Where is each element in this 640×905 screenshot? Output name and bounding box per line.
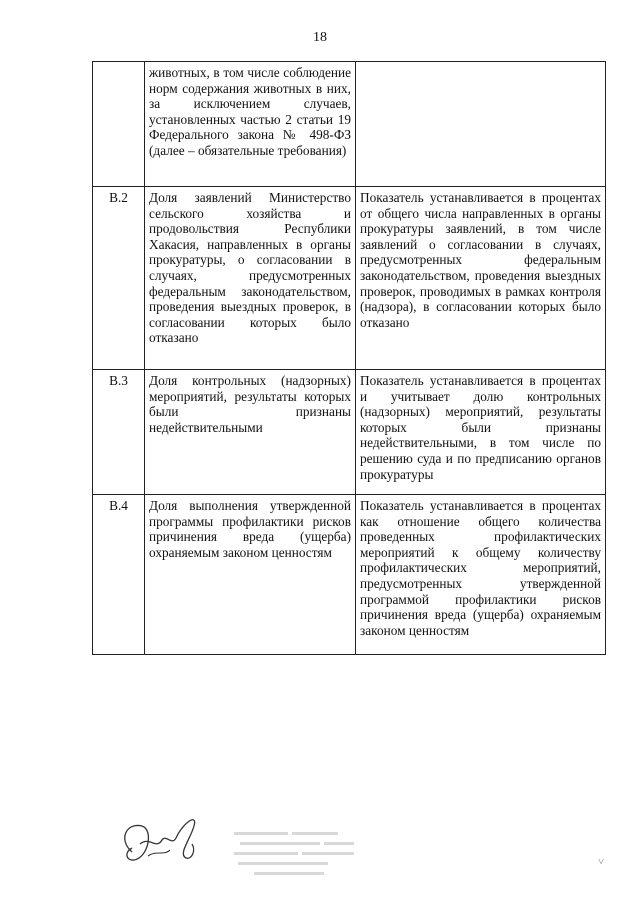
table-row	[93, 187, 606, 370]
row-description: Показатель устанавливается в процентах и учитывает долю контрольных (надзорных) мероприятий, результаты которых были признаны недействительными, в том числе по решению суда и по предписанию органов прокуратуры	[356, 370, 606, 495]
row-code: В.3	[93, 370, 145, 495]
row-description	[356, 62, 606, 187]
corner-mark-icon: ˅	[598, 856, 605, 868]
table-row	[93, 62, 606, 187]
table-row	[93, 370, 606, 495]
row-name: Доля контрольных (надзорных) мероприятий, результаты которых были признаны недействительными	[145, 370, 356, 495]
row-code: В.2	[93, 187, 145, 370]
indicators-table	[92, 61, 606, 655]
stamp-icon	[234, 826, 362, 880]
table-row	[93, 495, 606, 655]
row-description: Показатель устанавливается в процентах от общего числа направленных в органы прокуратуры заявлений, в том числе заявлений о согласовании в случаях, предусмотренных федеральным законодательством, проведения выездных проверок, проводимых в рамках контроля (надзора), в согласовании которых было отказано	[356, 187, 606, 370]
row-name: животных, в том числе соблюдение норм содержания животных в них, за исключением случаев, установленных частью 2 статьи 19 Федерального закона № 498-ФЗ (далее – обязательные требования)	[145, 62, 356, 187]
row-code	[93, 62, 145, 187]
row-name: Доля выполнения утвержденной программы профилактики рисков причинения вреда (ущерба) охраняемым законом ценностям	[145, 495, 356, 655]
row-name: Доля заявлений Министерство сельского хозяйства и продовольствия Республики Хакасия, направленных в органы прокуратуры, о согласовании в случаях, предусмотренных федеральным законодательством, проведения выездных проверок, в согласовании которых было отказано	[145, 187, 356, 370]
row-description: Показатель устанавливается в процентах как отношение общего количества проведенных профилактических мероприятий к общему количеству профилактических мероприятий, предусмотренных утвержденной программой профилактики рисков причинения вреда (ущерба) охраняемым законом ценностям	[356, 495, 606, 655]
page-number: 18	[313, 30, 327, 45]
signature-icon	[112, 800, 212, 880]
row-code: В.4	[93, 495, 145, 655]
